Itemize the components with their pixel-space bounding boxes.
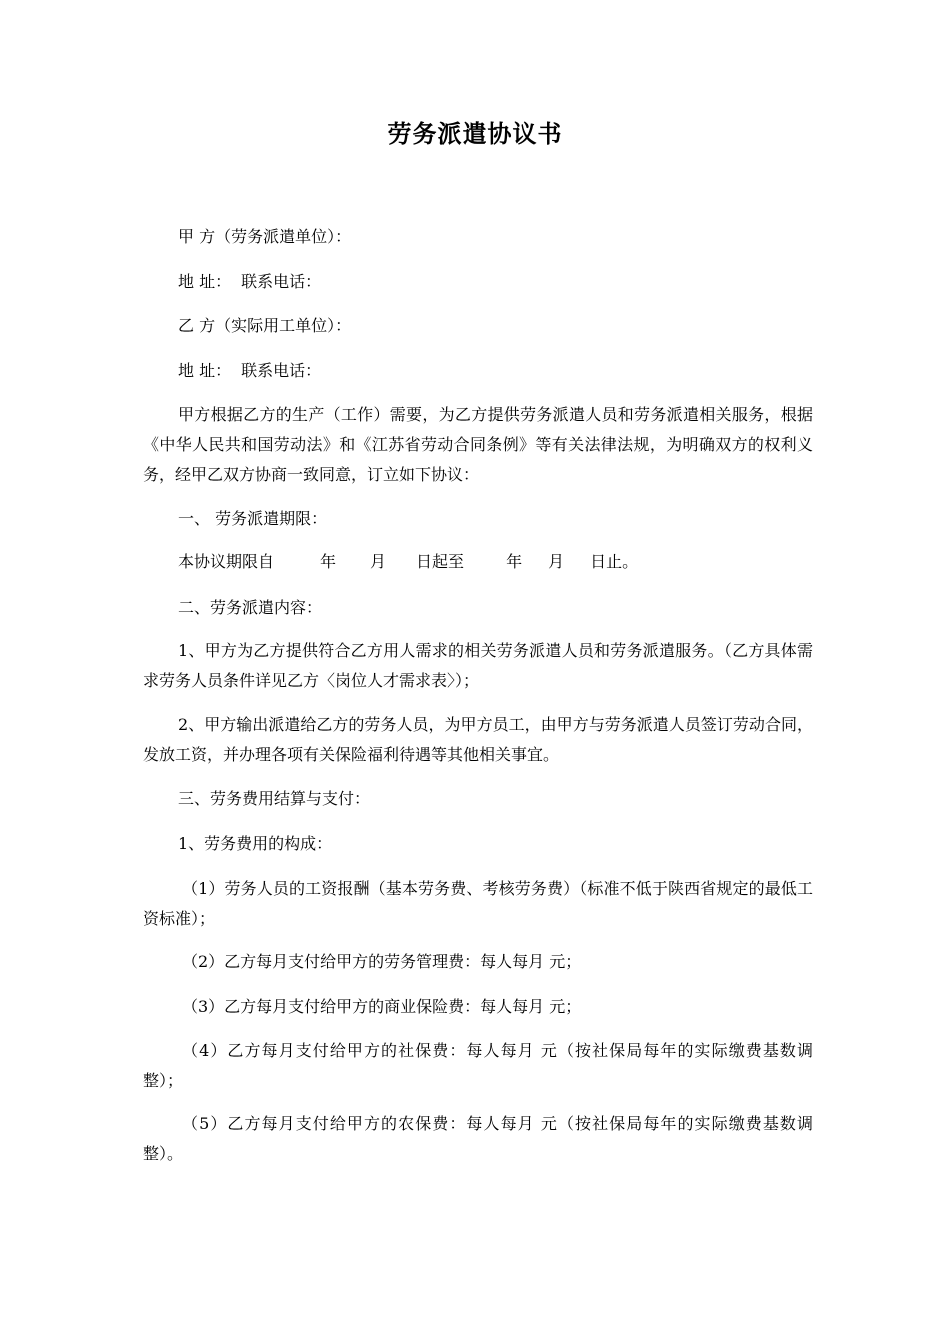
fee-item-1: （1）劳务人员的工资报酬（基本劳务费、考核劳务费）（标准不低于陕西省规定的最低工资标准）； xyxy=(143,879,813,928)
term-year-end: 年 xyxy=(506,552,523,571)
fee-item-2: （2）乙方每月支付给甲方的劳务管理费：每人每月 元； xyxy=(182,952,582,971)
fee-item-5: （5）乙方每月支付给甲方的农保费：每人每月 元（按社保局每年的实际缴费基数调整）。 xyxy=(143,1114,813,1163)
section3-subheading: 1、劳务费用的构成： xyxy=(178,834,333,853)
party-b-address: 地 址： xyxy=(178,361,232,380)
section2-item-2: 2、甲方输出派遣给乙方的劳务人员，为甲方员工，由甲方与劳务派遣人员签订劳动合同，发放工资，并办理各项有关保险福利待遇等其他相关事宜。 xyxy=(143,715,813,764)
party-b-contact-line xyxy=(143,356,848,386)
party-a-label: 甲 方（劳务派遣单位）： xyxy=(178,227,352,246)
term-prefix: 本协议期限自 xyxy=(178,552,275,571)
party-a-address: 地 址： xyxy=(178,272,232,291)
party-a-contact-line xyxy=(143,267,848,297)
party-b-phone: 联系电话： xyxy=(241,361,322,380)
section2-heading: 二、劳务派遣内容： xyxy=(178,598,323,617)
term-year-start: 年 xyxy=(320,552,337,571)
preamble-paragraph: 甲方根据乙方的生产（工作）需要，为乙方提供劳务派遣人员和劳务派遣相关服务，根据《中华人民共和国劳动法》和《江苏省劳动合同条例》等有关法律法规，为明确双方的权利义务，经甲乙双方协商一致同意，订立如下协议： xyxy=(143,405,813,484)
fee-item-3: （3）乙方每月支付给甲方的商业保险费：每人每月 元； xyxy=(182,997,582,1016)
section1-heading: 一、 劳务派遣期限： xyxy=(178,509,328,528)
section3-heading: 三、劳务费用结算与支付： xyxy=(178,789,371,808)
term-month-end: 月 xyxy=(548,552,565,571)
document-title: 劳务派遣协议书 xyxy=(387,119,563,148)
party-a-phone: 联系电话： xyxy=(241,272,322,291)
term-month-start: 月 xyxy=(370,552,387,571)
fee-item-4: （4）乙方每月支付给甲方的社保费：每人每月 元（按社保局每年的实际缴费基数调整）； xyxy=(143,1041,813,1090)
section2-item-1: 1、甲方为乙方提供符合乙方用人需求的相关劳务派遣人员和劳务派遣服务。（乙方具体需求劳务人员条件详见乙方〈岗位人才需求表〉）； xyxy=(143,641,813,690)
term-day-end: 日止。 xyxy=(590,552,639,571)
term-day-start: 日起至 xyxy=(416,552,465,571)
party-b-label: 乙 方（实际用工单位）： xyxy=(178,316,352,335)
agreement-term-line xyxy=(143,547,848,577)
